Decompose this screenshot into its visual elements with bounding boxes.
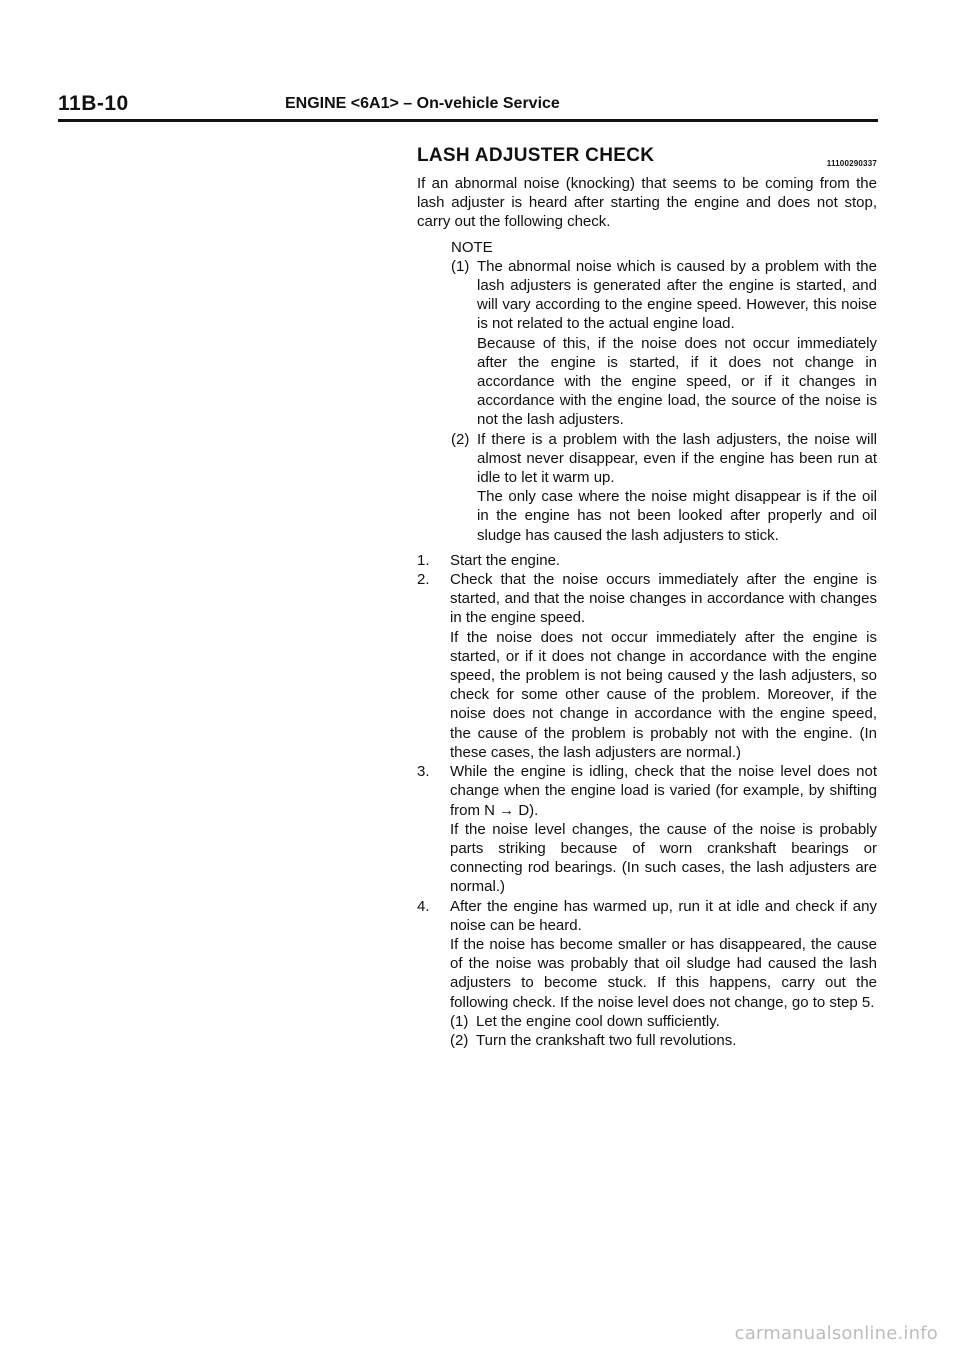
step-number: 4. [417, 897, 430, 915]
step-paragraph: After the engine has warmed up, run it at idle and check if any noise can be heard. [450, 897, 877, 934]
note-paragraph: Because of this, if the noise does not occur immediately after the engine is started, if it does not change in accordance with the engine speed, or if it changes in accordance with the engine load, the source of the noise is not the lash adjusters. [477, 334, 877, 429]
note-paragraph: The only case where the noise might disappear is if the oil in the engine has not been looked after properly and oil sludge has caused the lash adjusters to stick. [477, 488, 877, 544]
note-item [451, 257, 877, 430]
step-paragraph: Start the engine. [450, 551, 561, 569]
step-item [417, 762, 877, 896]
substep-item [450, 1031, 877, 1050]
section-title: LASH ADJUSTER CHECK [417, 145, 655, 166]
step-paragraph: If the noise level changes, the cause of the noise is probably parts striking because of worn crankshaft bearings or connecting rod bearings. (In such cases, the lash adjusters are normal.) [450, 820, 877, 896]
step-number: 3. [417, 763, 430, 781]
substep-item [450, 1012, 877, 1031]
substep-text: Let the engine cool down sufficiently. [476, 1012, 720, 1030]
note-number: (1) [451, 257, 470, 275]
substep-number: (2) [450, 1031, 469, 1049]
step-number: 2. [417, 571, 430, 589]
step-paragraph: While the engine is idling, check that the noise level does not change when the engine load is varied (for example, by shifting from N → D). [450, 763, 877, 819]
substep-number: (1) [450, 1012, 469, 1030]
step-paragraph: Check that the noise occurs immediately after the engine is started, and that the noise changes in accordance with changes in the engine speed. [450, 571, 877, 627]
step-paragraph: If the noise does not occur immediately after the engine is started, or if it does not change in accordance with the engine speed, the problem is not being caused y the lash adjusters, so check for some other cause of the problem. Moreover, if the noise does not change in accordance with the engine speed, the cause of the problem is probably not with the engine. (In these cases, the lash adjusters are normal.) [450, 628, 877, 761]
header-title: ENGINE <6A1> – On-vehicle Service [285, 95, 560, 112]
note-paragraph: If there is a problem with the lash adjusters, the noise will almost never disappear, even if the engine has been run at idle to let it warm up. [477, 430, 877, 487]
note-paragraph: The abnormal noise which is caused by a problem with the lash adjusters is generated after the engine is started, and will vary according to the engine speed. However, this noise is not related to the actual engine load. [477, 257, 877, 333]
page-number: 11B-10 [58, 92, 129, 115]
section-heading [417, 146, 877, 172]
lash-adjuster-section [417, 146, 877, 1050]
step-number: 1. [417, 551, 430, 569]
header-rule [58, 119, 878, 122]
step-paragraph: If the noise has become smaller or has disappeared, the cause of the noise was probably that oil sludge had caused the lash adjusters to become stuck. If this happens, carry out the following check. If the noise level does not change, go to step 5. [450, 935, 877, 1011]
procedure-steps [417, 551, 877, 1050]
substep-text: Turn the crankshaft two full revolutions. [476, 1031, 737, 1049]
intro-paragraph: If an abnormal noise (knocking) that seems to be coming from the lash adjuster is heard after starting the engine and does not stop, carry out the following check. [417, 175, 877, 231]
document-code: 11100290337 [826, 159, 877, 168]
note-label: NOTE [451, 238, 493, 256]
step-item [417, 551, 877, 570]
note-item [451, 430, 877, 545]
page-header [58, 92, 878, 118]
note-number: (2) [451, 430, 470, 448]
step-item [417, 570, 877, 762]
step-item [417, 897, 877, 1051]
note-block [451, 238, 877, 545]
watermark: carmanualsonline.info [734, 1323, 938, 1344]
